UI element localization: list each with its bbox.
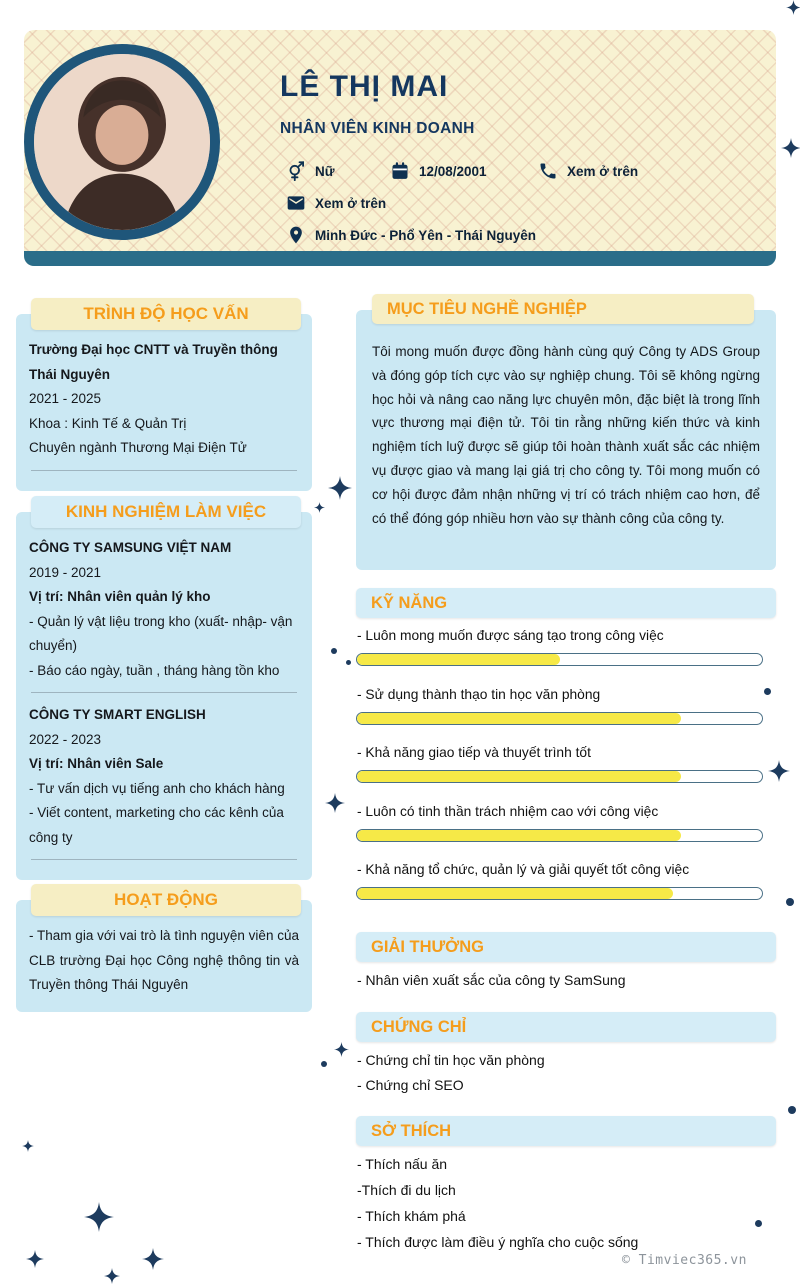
skill-progress-fill [357,654,560,665]
skill-progress-fill [357,713,681,724]
experience-heading: KINH NGHIỆM LÀM VIỆC [65,502,267,521]
sparkle-icon [786,0,800,15]
certificate-item: - Chứng chỉ tin học văn phòng [357,1052,545,1068]
experience-detail: - Báo cáo ngày, tuần , tháng hàng tồn kho [29,662,280,678]
skills-heading-bar [356,588,776,618]
experience-years: 2022 - 2023 [29,731,102,747]
certificates-heading: CHỨNG CHỈ [371,1017,467,1036]
gender-icon [286,161,306,181]
calendar-icon [390,161,410,181]
education-faculty: Khoa : Kinh Tế & Quản Trị [29,415,187,431]
education-heading: TRÌNH ĐỘ HỌC VẤN [83,304,249,323]
education-heading-bar [31,298,301,330]
job-title: NHÂN VIÊN KINH DOANH [280,120,475,137]
envelope-icon [286,193,306,213]
profile-photo [24,44,220,240]
sparkle-icon [781,138,800,158]
education-box [16,314,312,491]
experience-heading-bar [31,496,301,528]
email-value: Xem ở trên [315,195,387,211]
experience-box [16,512,312,880]
divider [31,692,297,693]
gender-field [286,161,335,181]
address-field [286,225,536,245]
phone-value: Xem ở trên [567,163,639,179]
activity-item: - Tham gia với vai trò là tình nguyện viên của CLB trường Đại học Công nghệ thông tin và Truyền thông Thái Nguyên [29,928,299,992]
phone-field [538,161,638,181]
dot-icon [786,898,794,906]
skill-progress-bar [356,712,763,725]
dot-icon [764,688,771,695]
skill-progress-bar [356,653,763,666]
dot-icon [755,1220,762,1227]
skill-progress-fill [357,771,681,782]
objective-box [356,310,776,570]
dot-icon [321,1061,327,1067]
sparkle-icon [104,1268,120,1284]
dot-icon [331,648,337,654]
sparkle-icon [768,760,790,782]
sparkle-icon [84,1202,114,1232]
skills-heading: KỸ NĂNG [371,593,448,612]
sparkle-icon [142,1248,164,1270]
awards-heading-bar [356,932,776,962]
hobbies-heading-bar [356,1116,776,1146]
experience-company: CÔNG TY SAMSUNG VIỆT NAM [29,540,232,555]
dob-field [390,161,487,181]
hobby-item: - Thích được làm điều ý nghĩa cho cuộc sống [357,1234,639,1250]
skill-label: - Khả năng giao tiếp và thuyết trình tốt [357,745,591,760]
skill-label: - Khả năng tổ chức, quản lý và giải quyết tốt công việc [357,862,690,877]
skill-progress-bar [356,770,763,783]
sparkle-icon [314,502,325,513]
dot-icon [346,660,351,665]
sparkle-icon [328,476,352,500]
site-credit: © Timviec365.vn [622,1253,747,1268]
experience-years: 2019 - 2021 [29,564,102,580]
activities-box [16,900,312,1012]
education-school: Trường Đại học CNTT và Truyền thông Thái Nguyên [29,342,278,382]
skill-label: - Sử dụng thành thạo tin học văn phòng [357,687,601,702]
activities-heading: HOẠT ĐỘNG [114,890,218,909]
awards-heading: GIẢI THƯỞNG [371,937,485,956]
objective-heading: MỤC TIÊU NGHỀ NGHIỆP [387,299,587,318]
experience-detail: - Viết content, marketing cho các kênh của công ty [29,805,284,845]
sparkle-icon [22,1140,34,1152]
sparkle-icon [334,1042,349,1057]
skill-label: - Luôn có tinh thần trách nhiệm cao với công việc [357,804,659,819]
hobbies-heading: SỞ THÍCH [371,1121,452,1140]
experience-position: Vị trí: Nhân viên quản lý kho [29,589,211,604]
experience-detail: - Tư vấn dịch vụ tiếng anh cho khách hàng [29,780,285,796]
location-pin-icon [286,225,306,245]
skill-progress-fill [357,830,681,841]
objective-text: Tôi mong muốn được đồng hành cùng quý Công ty ADS Group và đóng góp tích cực vào sự nghiệp chung. Tôi sẽ không ngừng học hỏi và nâng cao năng lực chuyên môn, đặc biệt là trong lĩnh vực thương mại điện tử. Tôi tin rằng những kiến thức và kinh nghiệm tích luỹ được sẽ giúp tôi hoàn thành xuất sắc các nhiệm vụ được giao và mang lại giá trị cho công ty. Tôi mong muốn có cơ hội được đảm nhận những vị trí có trách nhiệm cao hơn, để có thể đóng góp nhiều hơn vào sự thành công của công ty. [372,344,760,526]
sparkle-icon [325,793,345,813]
activities-heading-bar [31,884,301,916]
education-major: Chuyên ngành Thương Mại Điện Tử [29,440,247,455]
divider [31,859,297,860]
skill-label: - Luôn mong muốn được sáng tạo trong công việc [357,628,664,643]
education-years: 2021 - 2025 [29,391,102,406]
award-item: - Nhân viên xuất sắc của công ty SamSung [357,972,626,988]
hobby-item: - Thích khám phá [357,1208,466,1224]
sparkle-icon [26,1250,44,1268]
objective-heading-bar [372,294,754,324]
hobby-item: - Thích nấu ăn [357,1156,448,1172]
email-field [286,193,386,213]
header-accent-bar [24,251,776,266]
address-value: Minh Đức - Phổ Yên - Thái Nguyên [315,227,537,243]
certificates-heading-bar [356,1012,776,1042]
certificate-item: - Chứng chỉ SEO [357,1077,464,1093]
skill-progress-fill [357,888,673,899]
gender-value: Nữ [315,163,335,179]
dot-icon [788,1106,796,1114]
hobby-item: -Thích đi du lịch [357,1182,456,1198]
name: LÊ THỊ MAI [280,70,449,103]
experience-detail: - Quản lý vật liệu trong kho (xuất- nhập- vận chuyển) [29,613,293,653]
skill-progress-bar [356,829,763,842]
divider [31,470,297,471]
skill-progress-bar [356,887,763,900]
experience-position: Vị trí: Nhân viên Sale [29,756,164,771]
dob-value: 12/08/2001 [419,163,487,179]
phone-icon [538,161,558,181]
experience-company: CÔNG TY SMART ENGLISH [29,707,206,722]
